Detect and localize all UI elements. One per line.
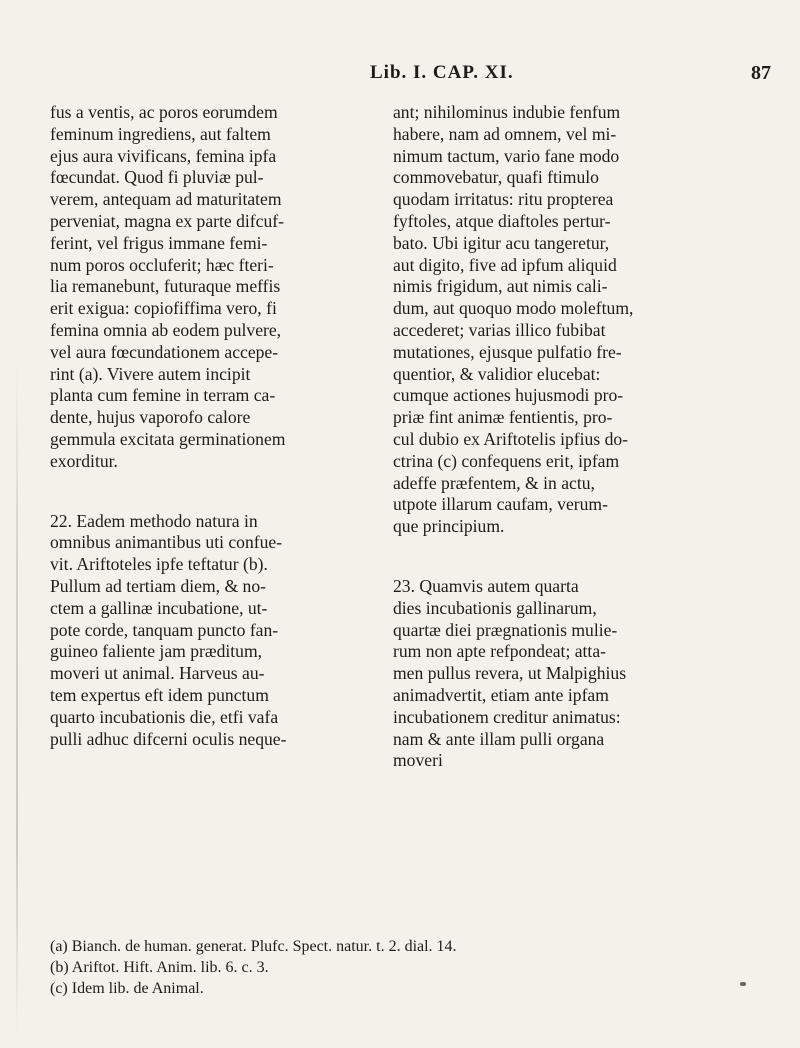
left-column-line: feminum ingrediens, aut faltem: [50, 123, 271, 144]
right-column-line: priæ fint animæ fentientis, pro-: [393, 407, 613, 428]
left-column-line: planta cum femine in terram ca-: [50, 385, 276, 406]
right-column-line: nimis frigidum, aut nimis cali-: [393, 276, 608, 297]
ink-mark: [740, 982, 746, 986]
footnote: (c) Idem lib. de Animal.: [50, 980, 204, 997]
left-column-line: ferint, vel frigus immane femi-: [50, 232, 268, 253]
page-header: [0, 50, 800, 90]
left-column-line: rint (a). Vivere autem incipit: [50, 363, 251, 384]
right-column-line: nimum tactum, vario fane modo: [393, 145, 620, 166]
left-column-line: erit exigua: copiofiffima vero, fi: [50, 298, 277, 319]
right-column-line: accederet; varias illico fubibat: [393, 319, 606, 340]
right-column-line: incubationem creditur animatus:: [393, 706, 621, 727]
right-column-line: mutationes, ejusque pulfatio fre-: [393, 341, 622, 362]
left-column-line: fus a ventis, ac poros eorumdem: [50, 102, 278, 122]
paragraph-gap: [50, 473, 375, 511]
left-column-line: num poros occluferit; hæc fteri-: [50, 254, 274, 275]
right-column-line: aut digito, five ad ipfum aliquid: [393, 254, 617, 275]
right-column-line: adeffe præfentem, & in actu,: [393, 472, 595, 493]
left-column-line: vel aura fœcundationem accepe-: [50, 341, 279, 362]
page-edge-shadow: [16, 360, 18, 1040]
footnote: (b) Ariftot. Hift. Anim. lib. 6. c. 3.: [50, 959, 269, 976]
right-column-line: cul dubio ex Ariftotelis ipfius do-: [393, 428, 629, 449]
left-column-line: exorditur.: [50, 450, 118, 471]
left-column-line: perveniat, magna ex parte difcuf-: [50, 210, 284, 231]
left-column-line: pote corde, tanquam puncto fan-: [50, 619, 279, 640]
right-column-line: cumque actiones hujusmodi pro-: [393, 385, 624, 406]
right-column-line: fyftoles, atque diaftoles pertur-: [393, 210, 611, 231]
right-column-line: men pullus revera, ut Malpighius: [393, 663, 627, 684]
left-column-line: fœcundat. Quod fi pluviæ pul-: [50, 167, 264, 188]
right-column-line: habere, nam ad omnem, vel mi-: [393, 123, 617, 144]
left-column-line: guineo faliente jam præditum,: [50, 641, 263, 662]
right-column-line: quentior, & validior elucebat:: [393, 363, 601, 384]
right-column-line: commovebatur, quafi ftimulo: [393, 167, 599, 188]
right-column-line: dies incubationis gallinarum,: [393, 597, 597, 618]
right-column-line: 23. Quamvis autem quarta: [393, 575, 579, 596]
right-column-line: dum, aut quoquo modo moleftum,: [393, 298, 634, 319]
right-column-line: que principium.: [393, 516, 505, 537]
left-column-line: quarto incubationis die, etfi vafa: [50, 706, 279, 727]
right-column-line: moveri: [393, 750, 443, 771]
right-column-line: animadvertit, etiam ante ipfam: [393, 684, 609, 705]
left-column-line: 22. Eadem methodo natura in: [50, 510, 258, 531]
right-column-line: nam & ante illam pulli organa: [393, 728, 605, 749]
footnotes: [50, 936, 770, 999]
left-column-line: dente, hujus vaporofo calore: [50, 407, 251, 428]
left-column-line: omnibus animantibus uti confue-: [50, 532, 283, 553]
right-column-line: quartæ diei prægnationis mulie-: [393, 619, 618, 640]
right-column-line: utpote illarum caufam, verum-: [393, 494, 608, 515]
paragraph-gap: [393, 538, 765, 576]
left-column: [50, 102, 375, 750]
footnote: (a) Bianch. de human. generat. Plufc. Spect. natur. t. 2. dial. 14.: [50, 938, 457, 955]
right-column-line: bato. Ubi igitur acu tangeretur,: [393, 232, 610, 253]
right-column: [393, 102, 765, 772]
running-head: Lib. I. CAP. XI.: [370, 62, 514, 83]
left-column-line: Pullum ad tertiam diem, & no-: [50, 575, 266, 596]
right-column-line: ctrina (c) confequens erit, ipfam: [393, 450, 620, 471]
right-column-line: ant; nihilominus indubie fenfum: [393, 102, 621, 122]
left-column-line: verem, antequam ad maturitatem: [50, 189, 282, 210]
left-column-line: gemmula excitata germinationem: [50, 428, 286, 449]
page-number: 87: [751, 62, 771, 84]
left-column-line: ctem a gallinæ incubatione, ut-: [50, 597, 268, 618]
right-column-line: rum non apte refpondeat; atta-: [393, 641, 606, 662]
right-column-line: quodam irritatus: ritu propterea: [393, 189, 614, 210]
left-column-line: moveri ut animal. Harveus au-: [50, 663, 265, 684]
left-column-line: tem expertus eft idem punctum: [50, 684, 269, 705]
left-column-line: vit. Ariftoteles ipfe teftatur (b).: [50, 554, 268, 575]
left-column-line: pulli adhuc difcerni oculis neque-: [50, 728, 287, 749]
left-column-line: ejus aura vivificans, femina ipfa: [50, 145, 277, 166]
left-column-line: lia remanebunt, futuraque meffis: [50, 276, 281, 297]
left-column-line: femina omnia ab eodem pulvere,: [50, 319, 282, 340]
